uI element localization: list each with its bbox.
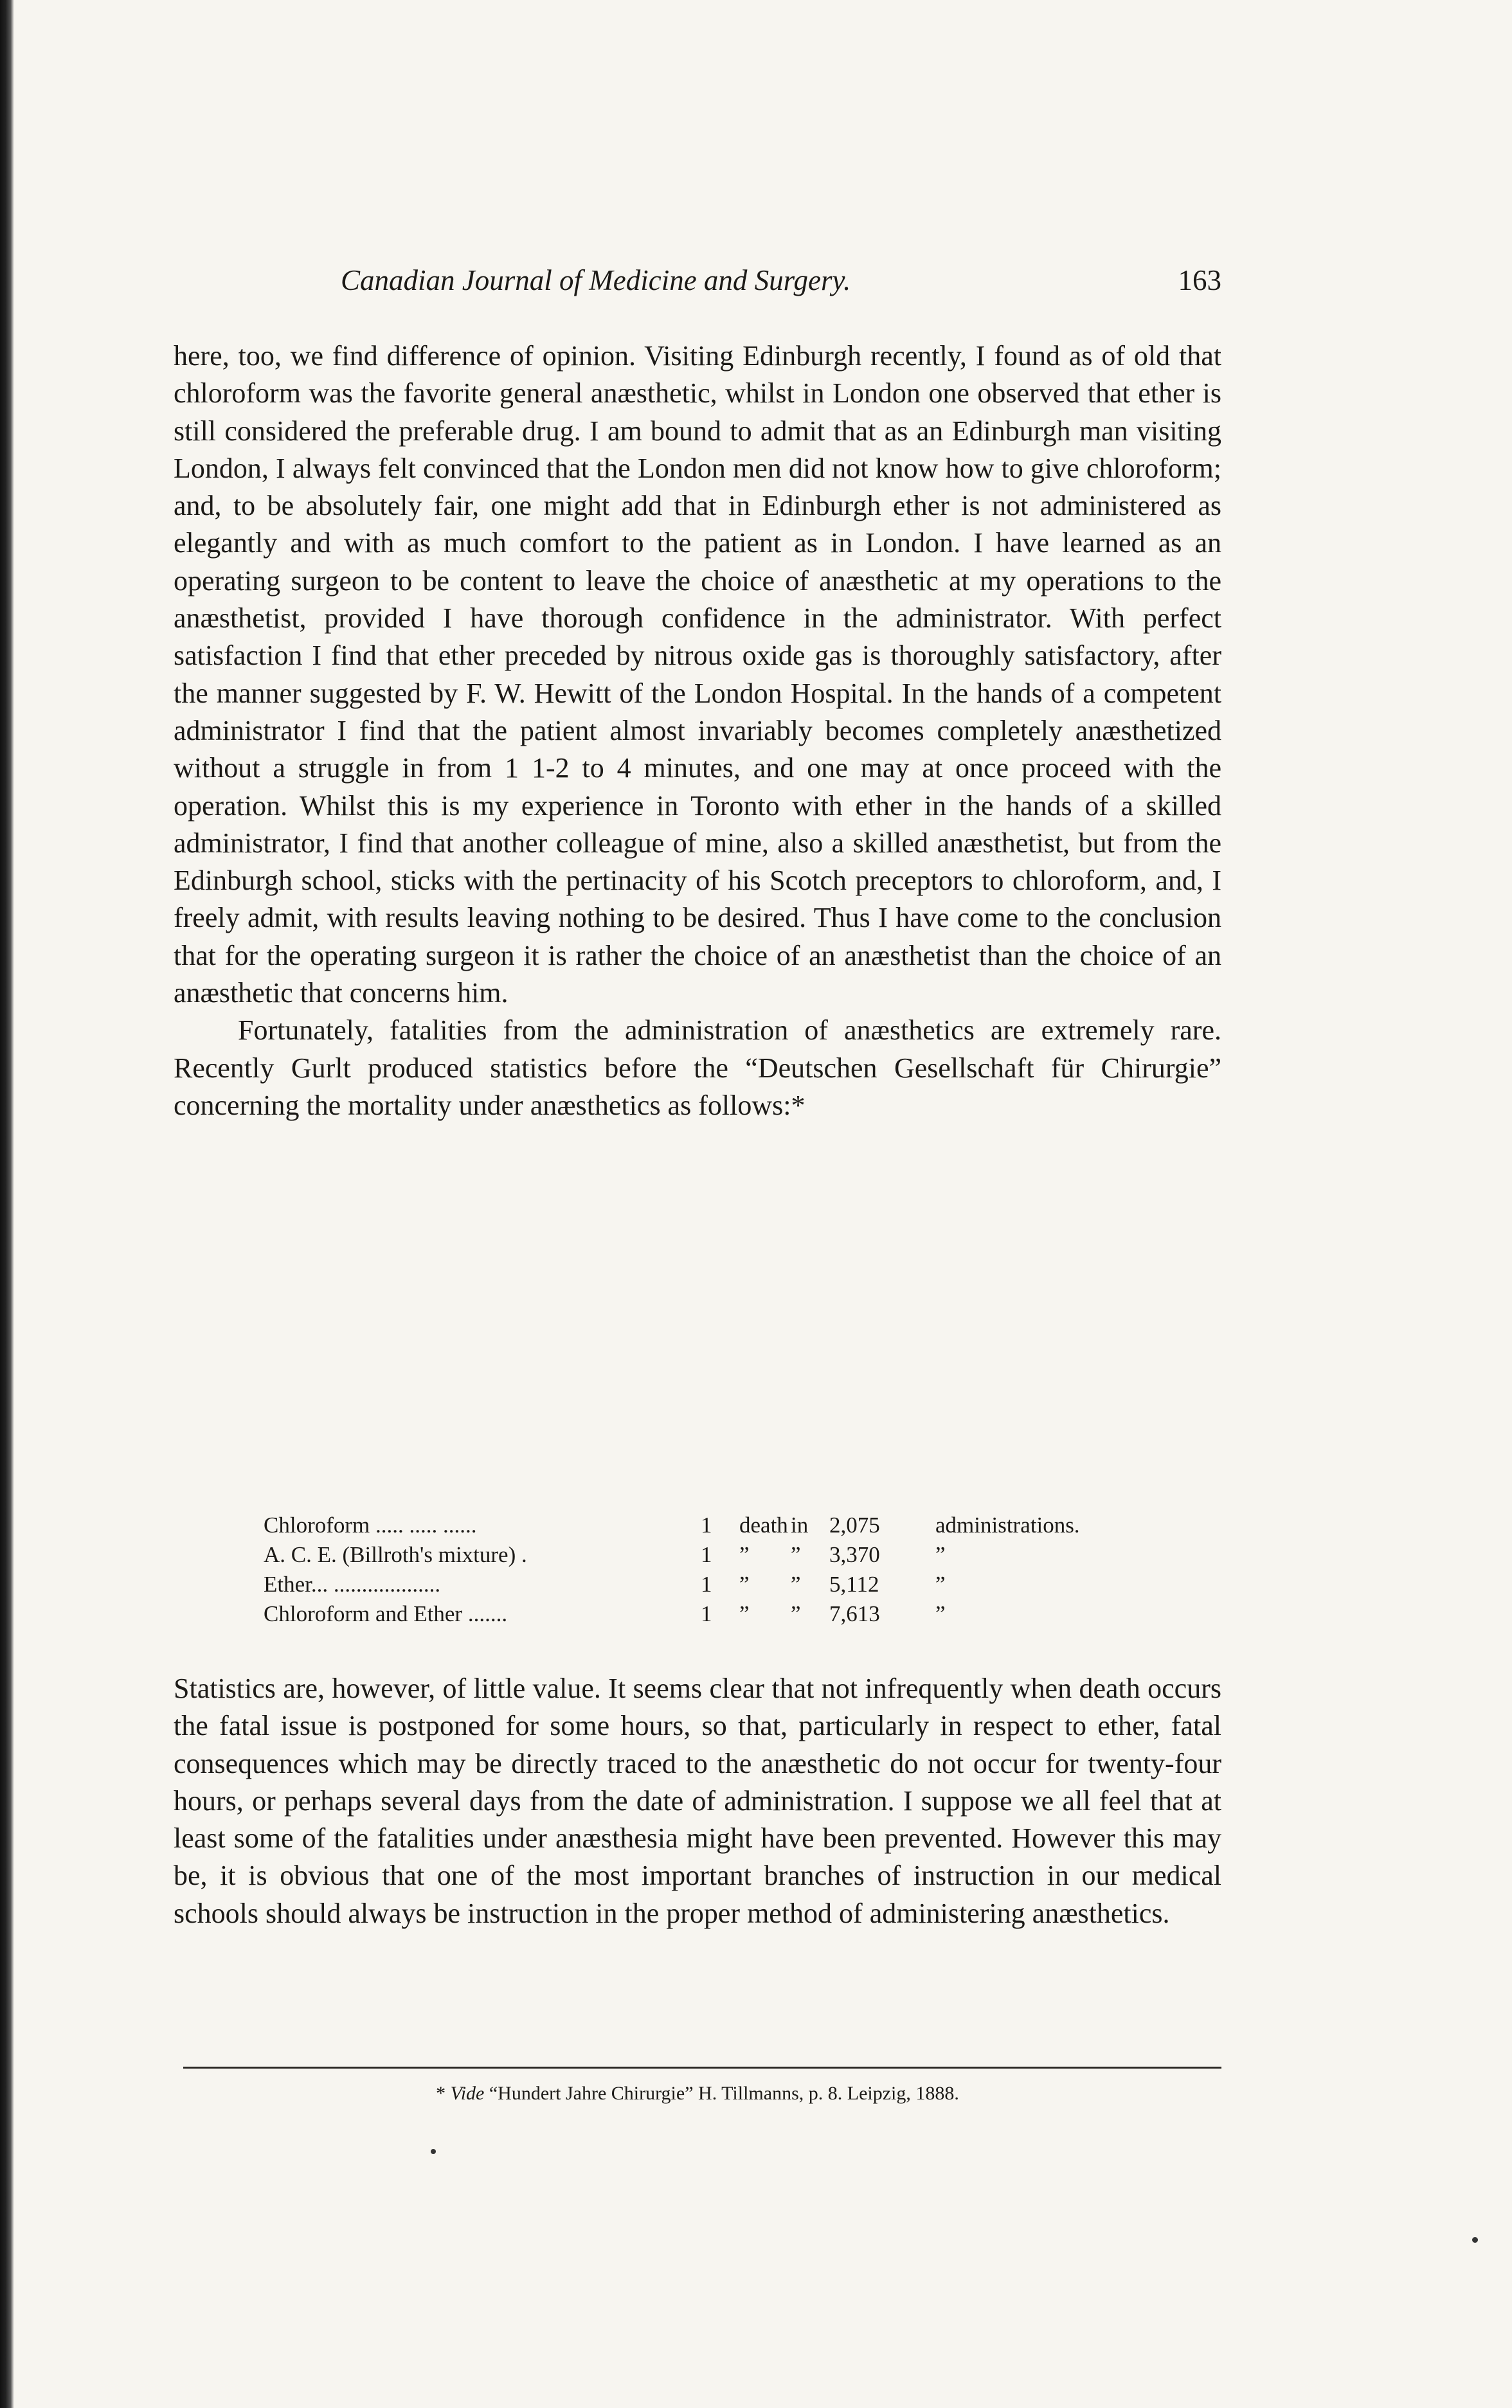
stat-unit: ” (739, 1601, 750, 1626)
stat-count: 1 (701, 1572, 712, 1597)
stat-noun: ” (935, 1542, 946, 1567)
print-speck (431, 2149, 436, 2154)
stat-agent: Chloroform and Ether ....... (264, 1601, 508, 1626)
stat-noun: administrations. (935, 1513, 1080, 1538)
print-speck (1472, 2237, 1478, 2243)
stat-row-ether (264, 1570, 1164, 1599)
stat-agent: Chloroform ..... ..... ...... (264, 1513, 477, 1538)
stat-row-chloroform-ether (264, 1599, 1164, 1629)
stat-noun: ” (935, 1601, 946, 1626)
stat-administrations: 3,370 (829, 1542, 880, 1567)
running-head (174, 264, 1221, 309)
binding-edge (0, 0, 14, 2408)
body-text (174, 337, 1221, 1124)
journal-page (174, 0, 1221, 2408)
stat-administrations: 2,075 (829, 1513, 880, 1538)
stat-unit: ” (739, 1542, 750, 1567)
stat-unit: death (739, 1513, 788, 1538)
mortality-statistics-table (264, 1511, 1164, 1629)
paragraph-3: Statistics are, however, of little value. It seems clear that not infrequently when death occurs the fatal issue is postponed for some hours, so that, particularly in respect to ether, fatal consequences which may be directly traced to the anæsthetic do not occur for twenty-four hours, or perhaps several days from the date of administration. I suppose we all feel that at least some of the fatalities under anæsthesia might have been prevented. However this may be, it is obvious that one of the most important branches of instruction in our medical schools should always be instruction in the proper method of administering anæsthetics. (174, 1673, 1221, 1929)
closing-text (174, 1670, 1221, 1932)
footnote-marker: * (436, 2083, 446, 2104)
journal-title: Canadian Journal of Medicine and Surgery. (341, 264, 851, 296)
footnote (174, 2083, 1221, 2105)
stat-row-chloroform (264, 1511, 1164, 1540)
page-number: 163 (1178, 264, 1221, 296)
stat-count: 1 (701, 1542, 712, 1567)
stat-prep: ” (791, 1572, 801, 1597)
stat-count: 1 (701, 1601, 712, 1626)
stat-noun: ” (935, 1572, 946, 1597)
footnote-rule (183, 2067, 1221, 2069)
stat-unit: ” (739, 1572, 750, 1597)
paragraph-1: here, too, we find difference of opinion. Visiting Edinburgh recently, I found as of old that chloroform was the favorite general anæsthetic, whilst in London one observed that ether is still considered the preferable drug. I am bound to admit that as an Edinburgh man visiting London, I always felt convinced that the London men did not know how to give chloroform; and, to be absolutely fair, one might add that in Edinburgh ether is not administered as elegantly and with as much comfort to the patient as in London. I have learned as an operating surgeon to be content to leave the choice of anæsthetic at my operations to the anæsthetist, provided I have thorough confidence in the administrator. With perfect satisfaction I find that ether preceded by nitrous oxide gas is thoroughly satisfactory, after the manner suggested by F. W. Hewitt of the London Hospital. In the hands of a competent administrator I find that the patient almost invariably becomes completely anæsthetized without a struggle in from 1 1-2 to 4 minutes, and one may at once proceed with the operation. Whilst this is my experience in Toronto with ether in the hands of a skilled administrator, I find that another colleague of mine, also a skilled anæsthetist, but from the Edinburgh school, sticks with the pertinacity of his Scotch preceptors to chloroform, and, I freely admit, with results leaving nothing to be desired. Thus I have come to the conclusion that for the operating surgeon it is rather the choice of an anæsthetist than the choice of an anæsthetic that concerns him. (174, 340, 1221, 1009)
stat-agent: A. C. E. (Billroth's mixture) . (264, 1542, 527, 1567)
stat-prep: ” (791, 1542, 801, 1567)
footnote-text: “Hundert Jahre Chirurgie” H. Tillmanns, p. 8. Leipzig, 1888. (489, 2083, 959, 2104)
footnote-vide: Vide (450, 2083, 485, 2104)
paragraph-2: Fortunately, fatalities from the administration of anæsthetics are extremely rare. Recently Gurlt produced statistics before the “Deutschen Gesellschaft für Chirurgie” concerning the mortality under anæsthetics as follows:* (174, 1014, 1221, 1121)
stat-prep: ” (791, 1601, 801, 1626)
stat-row-ace (264, 1540, 1164, 1570)
stat-prep: in (791, 1513, 809, 1538)
stat-administrations: 5,112 (829, 1572, 879, 1597)
stat-agent: Ether... ................... (264, 1572, 441, 1597)
stat-administrations: 7,613 (829, 1601, 880, 1626)
stat-count: 1 (701, 1513, 712, 1538)
